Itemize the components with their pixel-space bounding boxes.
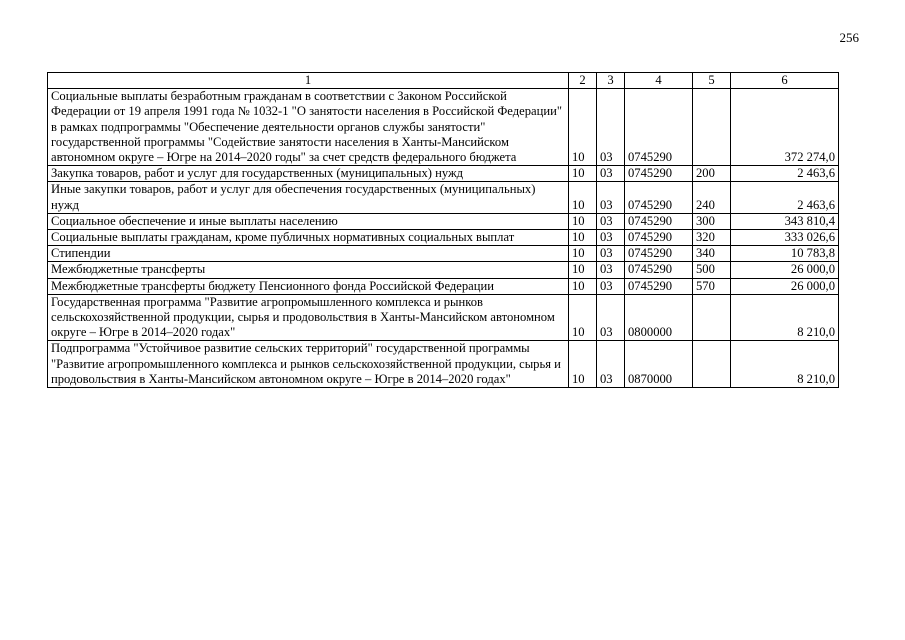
row-description: Межбюджетные трансферты — [48, 262, 569, 278]
row-sum: 372 274,0 — [731, 89, 839, 166]
row-expense-type — [693, 89, 731, 166]
header-col-6: 6 — [731, 73, 839, 89]
row-description: Социальное обеспечение и иные выплаты населению — [48, 213, 569, 229]
row-expense-type: 500 — [693, 262, 731, 278]
row-expense-type — [693, 341, 731, 388]
row-description: Стипендии — [48, 246, 569, 262]
row-section: 10 — [569, 213, 597, 229]
budget-table — [47, 72, 839, 388]
row-target-code: 0745290 — [625, 213, 693, 229]
row-expense-type — [693, 294, 731, 341]
row-section: 10 — [569, 294, 597, 341]
header-col-3: 3 — [597, 73, 625, 89]
row-sum: 26 000,0 — [731, 262, 839, 278]
row-subsection: 03 — [597, 278, 625, 294]
row-description: Иные закупки товаров, работ и услуг для обеспечения государственных (муниципальных) нужд — [48, 182, 569, 213]
table-row — [48, 182, 839, 213]
table-row — [48, 278, 839, 294]
row-expense-type: 240 — [693, 182, 731, 213]
row-sum: 343 810,4 — [731, 213, 839, 229]
row-description: Социальные выплаты гражданам, кроме публичных нормативных социальных выплат — [48, 230, 569, 246]
row-target-code: 0745290 — [625, 230, 693, 246]
row-expense-type: 570 — [693, 278, 731, 294]
row-sum: 333 026,6 — [731, 230, 839, 246]
table-row — [48, 89, 839, 166]
header-col-4: 4 — [625, 73, 693, 89]
row-section: 10 — [569, 182, 597, 213]
row-section: 10 — [569, 89, 597, 166]
row-target-code: 0745290 — [625, 89, 693, 166]
header-col-2: 2 — [569, 73, 597, 89]
table-row — [48, 246, 839, 262]
row-description: Закупка товаров, работ и услуг для государственных (муниципальных) нужд — [48, 166, 569, 182]
row-target-code: 0800000 — [625, 294, 693, 341]
table-row — [48, 213, 839, 229]
row-target-code: 0870000 — [625, 341, 693, 388]
row-subsection: 03 — [597, 230, 625, 246]
row-target-code: 0745290 — [625, 246, 693, 262]
row-sum: 2 463,6 — [731, 166, 839, 182]
row-section: 10 — [569, 230, 597, 246]
row-expense-type: 340 — [693, 246, 731, 262]
row-subsection: 03 — [597, 213, 625, 229]
row-target-code: 0745290 — [625, 262, 693, 278]
row-subsection: 03 — [597, 341, 625, 388]
row-description: Социальные выплаты безработным гражданам в соответствии с Законом Российской Федерации от 19 апреля 1991 года № 1032-1 "О занятости населения в Российской Федерации" в рамках подпрограммы "Обеспечение деятельности органов службы занятости" государственной программы "Содействие занятости населения в Ханты-Мансийском автономном округе – Югре на 2014–2020 годы" за счет средств федерального бюджета — [48, 89, 569, 166]
row-description: Государственная программа "Развитие агропромышленного комплекса и рынков сельскохозяйственной продукции, сырья и продовольствия в Ханты-Мансийском автономном округе – Югре в 2014–2020 годах" — [48, 294, 569, 341]
row-section: 10 — [569, 341, 597, 388]
row-sum: 8 210,0 — [731, 294, 839, 341]
row-subsection: 03 — [597, 182, 625, 213]
row-section: 10 — [569, 262, 597, 278]
row-subsection: 03 — [597, 89, 625, 166]
row-subsection: 03 — [597, 166, 625, 182]
row-expense-type: 200 — [693, 166, 731, 182]
row-target-code: 0745290 — [625, 166, 693, 182]
row-section: 10 — [569, 278, 597, 294]
table-row — [48, 166, 839, 182]
row-subsection: 03 — [597, 246, 625, 262]
row-section: 10 — [569, 246, 597, 262]
row-sum: 8 210,0 — [731, 341, 839, 388]
table-row — [48, 230, 839, 246]
table-row — [48, 262, 839, 278]
row-target-code: 0745290 — [625, 182, 693, 213]
row-expense-type: 320 — [693, 230, 731, 246]
row-section: 10 — [569, 166, 597, 182]
header-col-1: 1 — [48, 73, 569, 89]
header-col-5: 5 — [693, 73, 731, 89]
row-sum: 10 783,8 — [731, 246, 839, 262]
row-target-code: 0745290 — [625, 278, 693, 294]
row-sum: 2 463,6 — [731, 182, 839, 213]
row-description: Межбюджетные трансферты бюджету Пенсионного фонда Российской Федерации — [48, 278, 569, 294]
table-row — [48, 341, 839, 388]
row-sum: 26 000,0 — [731, 278, 839, 294]
table-row — [48, 294, 839, 341]
page-number: 256 — [839, 30, 859, 45]
row-description: Подпрограмма "Устойчивое развитие сельских территорий" государственной программы "Развитие агропромышленного комплекса и рынков сельскохозяйственной продукции, сырья и продовольствия в Ханты-Мансийском автономном округе – Югре в 2014–2020 годах" — [48, 341, 569, 388]
table-header-row — [48, 73, 839, 89]
row-subsection: 03 — [597, 294, 625, 341]
row-subsection: 03 — [597, 262, 625, 278]
row-expense-type: 300 — [693, 213, 731, 229]
